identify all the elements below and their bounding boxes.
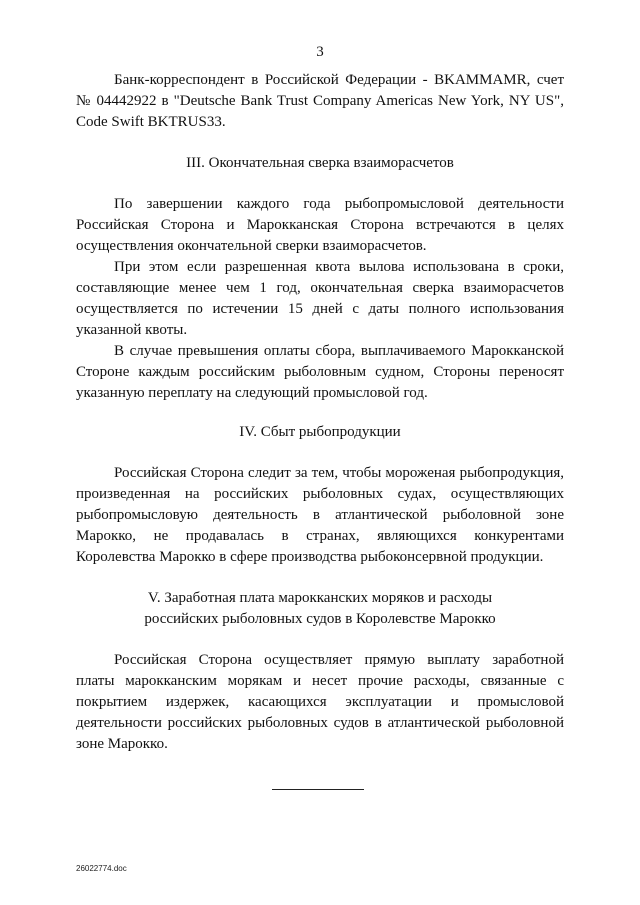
section-5-heading-line-1: V. Заработная плата марокканских моряков и расходы — [147, 590, 493, 606]
section-5-paragraph-1: Российская Сторона осуществляет прямую выплату заработной платы марокканским морякам и несет прочие расходы, связанные с покрытием издержек, касающихся эксплуатации и промысловой деятельности российских рыболовных судов в атлантической рыболовной зоне Марокко. — [76, 652, 564, 752]
document-body — [76, 70, 564, 755]
section-3-paragraph-1: По завершении каждого года рыбопромысловой деятельности Российская Сторона и Марокканская Сторона встречаются в целях осуществления окончательной сверки взаиморасчетов. — [76, 196, 564, 254]
section-5-heading-line-2: российских рыболовных судов в Королевстве Марокко — [144, 611, 496, 627]
section-3-paragraph-2: При этом если разрешенная квота вылова использована в сроки, составляющие менее чем 1 год, окончательная сверка взаиморасчетов осуществляется по истечении 15 дней с даты полного использования указанной квоты. — [76, 259, 564, 338]
intro-paragraph: Банк-корреспондент в Российской Федерации - BKAMMAMR, счет № 04442922 в "Deutsche Bank Trust Company Americas New York, NY US", Code Swift BKTRUS33. — [76, 72, 564, 130]
section-4-heading: IV. Сбыт рыбопродукции — [239, 424, 401, 440]
section-3-heading: III. Окончательная сверка взаиморасчетов — [186, 155, 454, 171]
section-4-paragraph-1: Российская Сторона следит за тем, чтобы мороженая рыбопродукция, произведенная на российских рыболовных судах, осуществляющих рыбопромысловую деятельность в атлантической рыболовной зоне Марокко, не продавалась в странах, являющихся конкурентами Королевства Марокко в сфере производства рыбоконсервной продукции. — [76, 465, 564, 565]
end-divider-line — [272, 789, 364, 790]
section-5-heading — [76, 588, 564, 630]
section-3-paragraph-3: В случае превышения оплаты сбора, выплачиваемого Марокканской Стороне каждым российским рыболовным судном, Стороны переносят указанную переплату на следующий промысловой год. — [76, 343, 564, 401]
page-number: 3 — [316, 44, 324, 60]
footer-filename: 26022774.doc — [76, 864, 127, 873]
